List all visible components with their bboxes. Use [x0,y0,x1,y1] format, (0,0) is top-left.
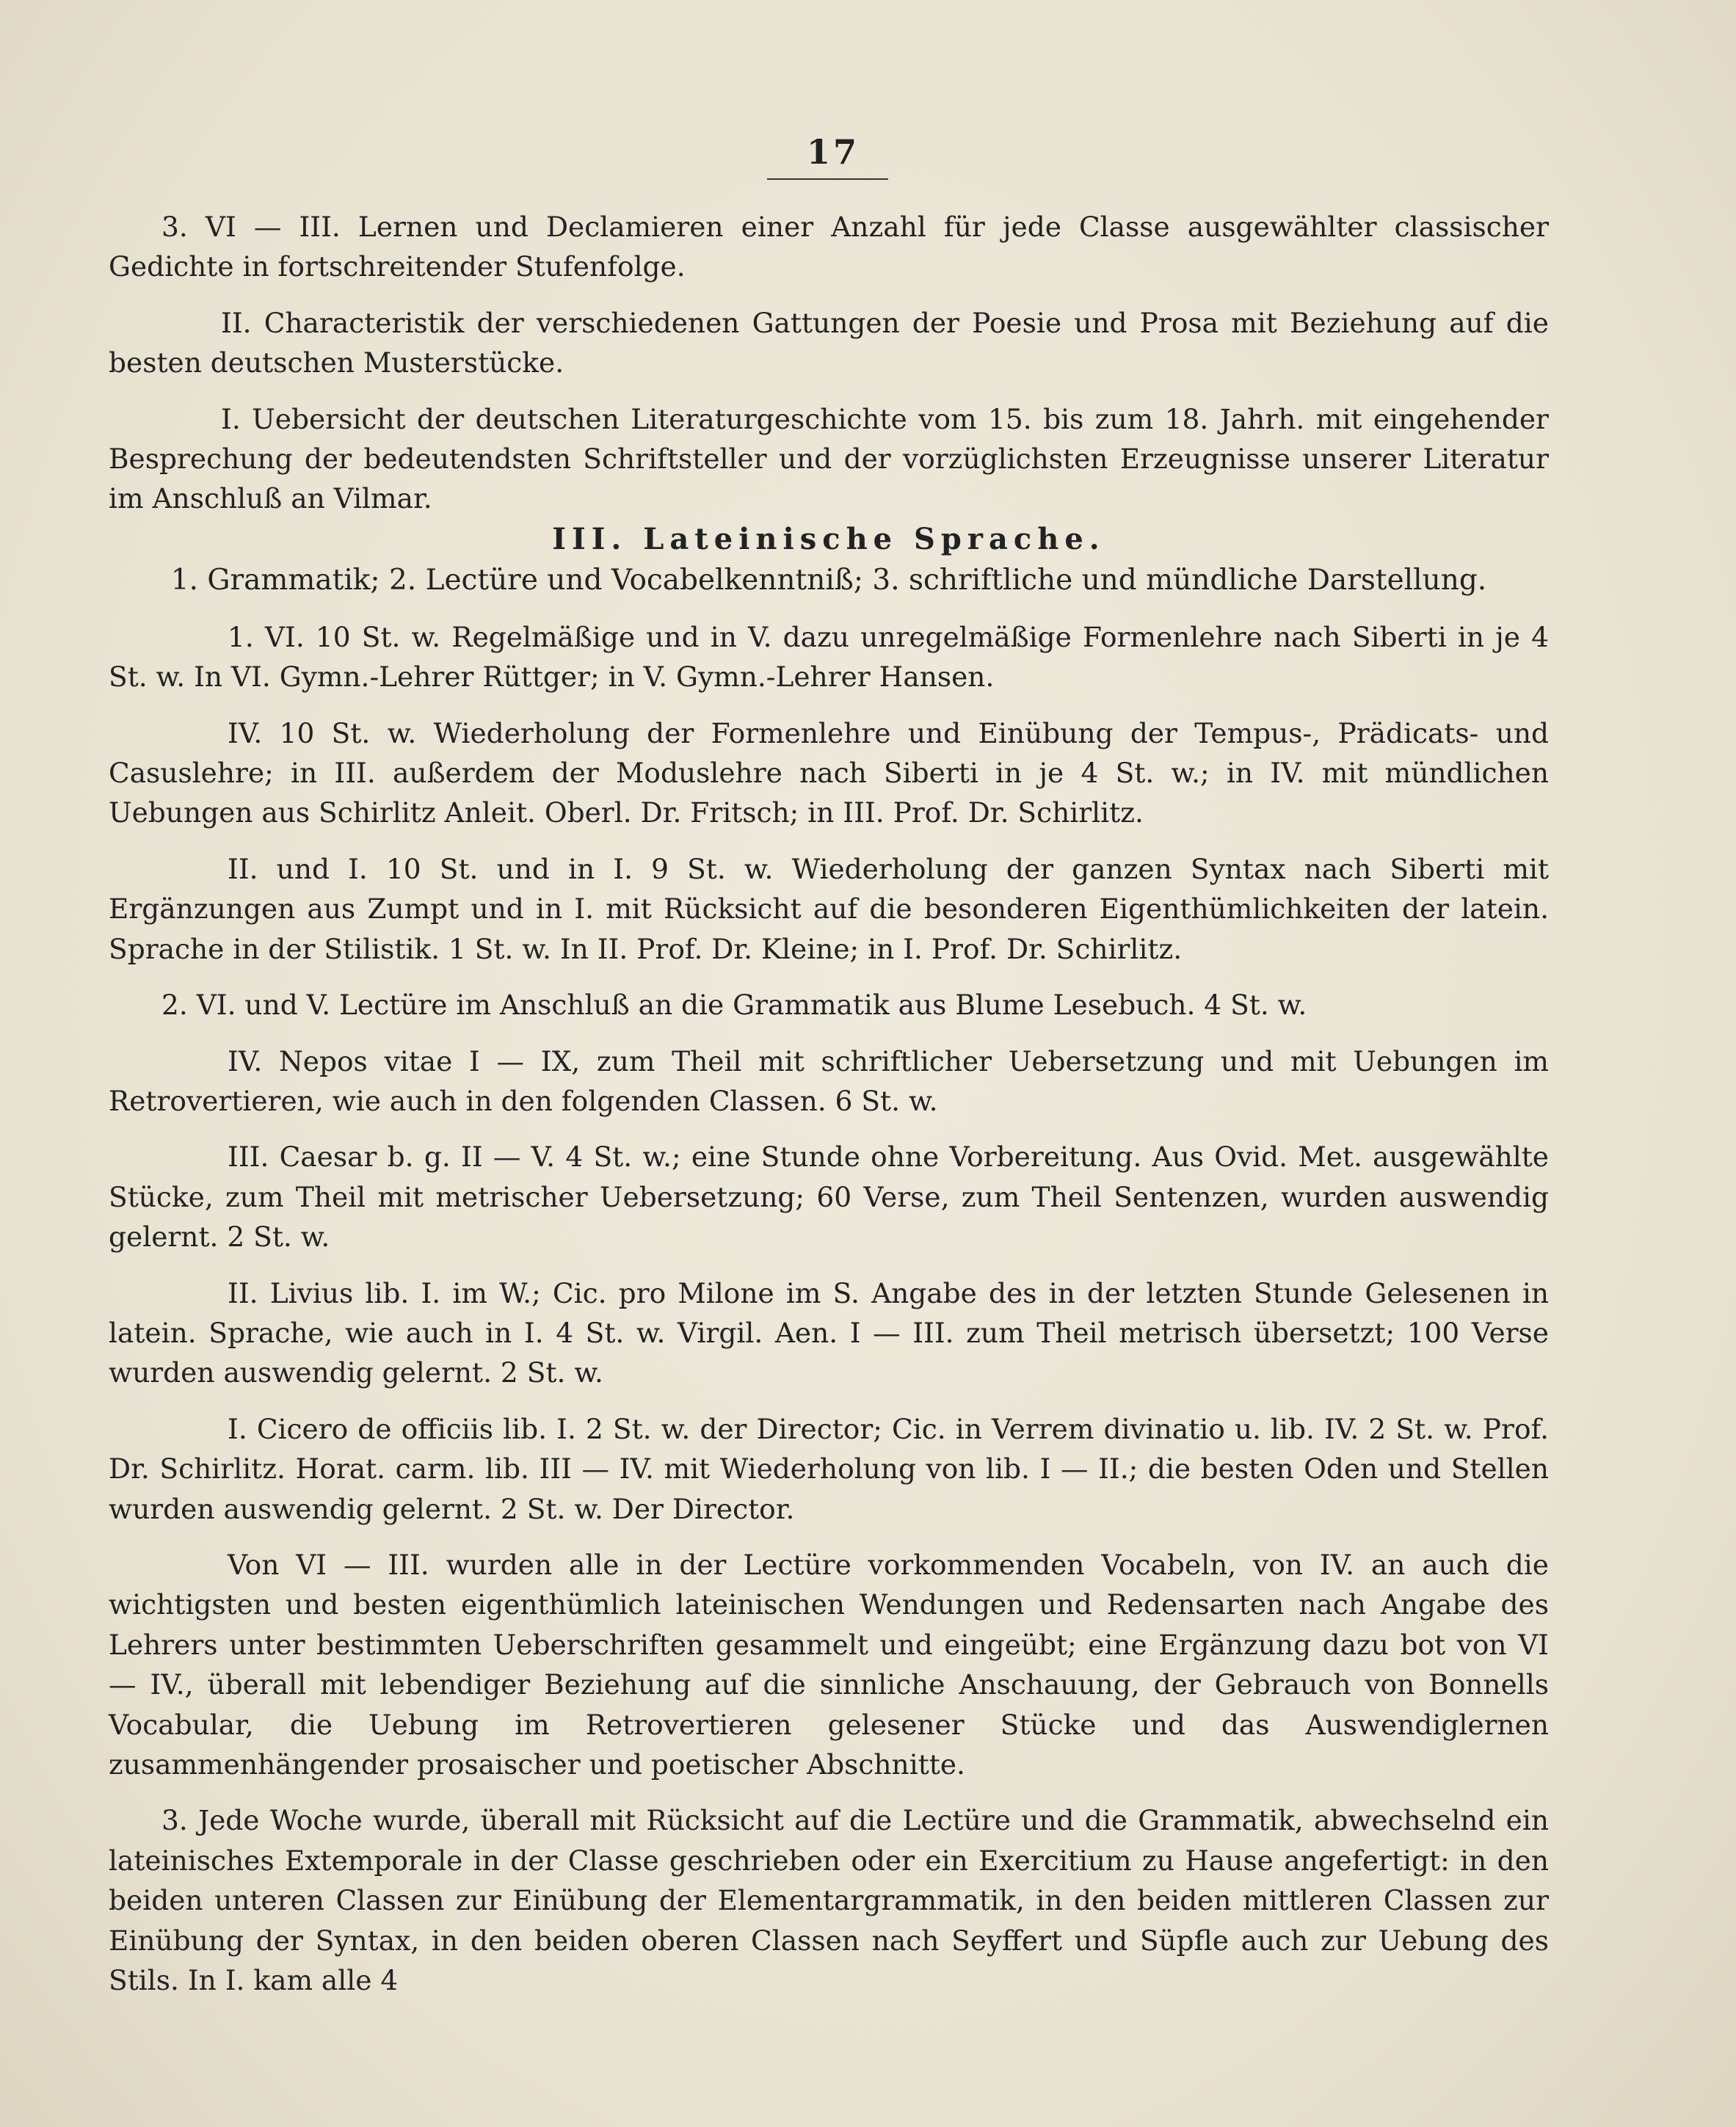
section-heading-latin: III. Lateinische Sprache. [552,521,1105,556]
paragraph-latin-reading-i: I. Cicero de officiis lib. I. 2 St. w. der Director; Cic. in Verrem divinatio u. lib. IV. 2 St. w. Prof. Dr. Schirlitz. Horat. carm. lib. III — IV. mit Wiederholung von lib. I — II.; die besten Oden und Stellen wurden auswendig gelernt. 2 St. w. Der Director. [109,1412,1549,1525]
paragraph-latin-grammar-iv-iii: IV. 10 St. w. Wiederholung der Formenlehre und Einübung der Tempus-, Prädicats- und Casuslehre; in III. außerdem der Moduslehre nach Siberti in je 4 St. w.; in IV. mit mündlichen Uebungen aus Schirlitz Anleit. Oberl. Dr. Fritsch; in III. Prof. Dr. Schirlitz. [109,716,1549,829]
page-number-rule [767,178,888,180]
paragraph-latin-reading-vi-v: 2. VI. und V. Lectüre im Anschluß an die Grammatik aus Blume Lesebuch. 4 St. w. [161,989,1307,1022]
paragraph-latin-reading-ii: II. Livius lib. I. im W.; Cic. pro Milone im S. Angabe des in der letzten Stunde Gelesenen in latein. Sprache, wie auch in I. 4 St. w. Virgil. Aen. I — III. zum Theil metrisch übersetzt; 100 Verse wurden auswendig gelernt. 2 St. w. [109,1276,1549,1389]
paragraph-german-poetry: 3. VI — III. Lernen und Declamieren einer Anzahl für jede Classe ausgewählter classischer Gedichte in fortschreitender Stufenfolge. [109,211,1549,283]
paragraph-latin-reading-iv: IV. Nepos vitae I — IX, zum Theil mit schriftlicher Uebersetzung und mit Uebungen im Retrovertieren, wie auch in den folgenden Classen. 6 St. w. [109,1044,1549,1117]
paragraph-latin-grammar-ii-i: II. und I. 10 St. und in I. 9 St. w. Wiederholung der ganzen Syntax nach Siberti mit Ergänzungen aus Zumpt und in I. mit Rücksicht auf die besonderen Eigenthümlichkeiten der latein. Sprache in der Stilistik. 1 St. w. In II. Prof. Dr. Kleine; in I. Prof. Dr. Schirlitz. [109,852,1549,965]
paragraph-latin-grammar-vi-v: 1. VI. 10 St. w. Regelmäßige und in V. dazu unregelmäßige Formenlehre nach Siberti in je 4 St. w. In VI. Gymn.-Lehrer Rüttger; in V. Gymn.-Lehrer Hansen. [109,620,1549,694]
paragraph-latin-vocabulary: Von VI — III. wurden alle in der Lectüre vorkommenden Vocabeln, von IV. an auch die wichtigsten und besten eigenthümlich lateinischen Wendungen und Redensarten nach Angabe des Lehrers unter bestimmten Ueberschriften gesammelt und eingeübt; eine Ergänzung dazu bot von VI — IV., überall mit lebendiger Beziehung auf die sinnliche Anschauung, der Gebrauch von Bonnells Vocabular, die Uebung im Retrovertieren gelesener Stücke und das Auswendiglernen zusammenhängender prosaischer und poetischer Abschnitte. [109,1548,1549,1781]
section-subheading-latin: 1. Grammatik; 2. Lectüre und Vocabelkenntniß; 3. schriftliche und mündliche Darstellung. [170,563,1487,597]
page-number: 17 [806,132,860,172]
paragraph-latin-reading-iii: III. Caesar b. g. II — V. 4 St. w.; eine Stunde ohne Vorbereitung. Aus Ovid. Met. ausgewählte Stücke, zum Theil mit metrischer Uebersetzung; 60 Verse, zum Theil Sentenzen, wurden auswendig gelernt. 2 St. w. [109,1141,1549,1254]
document-body [109,207,1549,2000]
paragraph-german-literature-history: I. Uebersicht der deutschen Literaturgeschichte vom 15. bis zum 18. Jahrh. mit eingehender Besprechung der bedeutendsten Schriftsteller und der vorzüglichsten Erzeugnisse unserer Literatur im Anschluß an Vilmar. [109,402,1549,515]
paragraph-german-genres: II. Characteristik der verschiedenen Gattungen der Poesie und Prosa mit Beziehung auf die besten deutschen Musterstücke. [109,306,1549,379]
paragraph-latin-written-exercises: 3. Jede Woche wurde, überall mit Rücksicht auf die Lectüre und die Grammatik, abwechselnd ein lateinisches Extemporale in der Classe geschrieben oder ein Exercitium zu Hause angefertigt: in den beiden unteren Classen zur Einübung der Elementargrammatik, in den beiden mittleren Classen zur Einübung der Syntax, in den beiden oberen Classen nach Seyffert und Süpfle auch zur Uebung des Stils. In I. kam alle 4 [109,1804,1549,1997]
